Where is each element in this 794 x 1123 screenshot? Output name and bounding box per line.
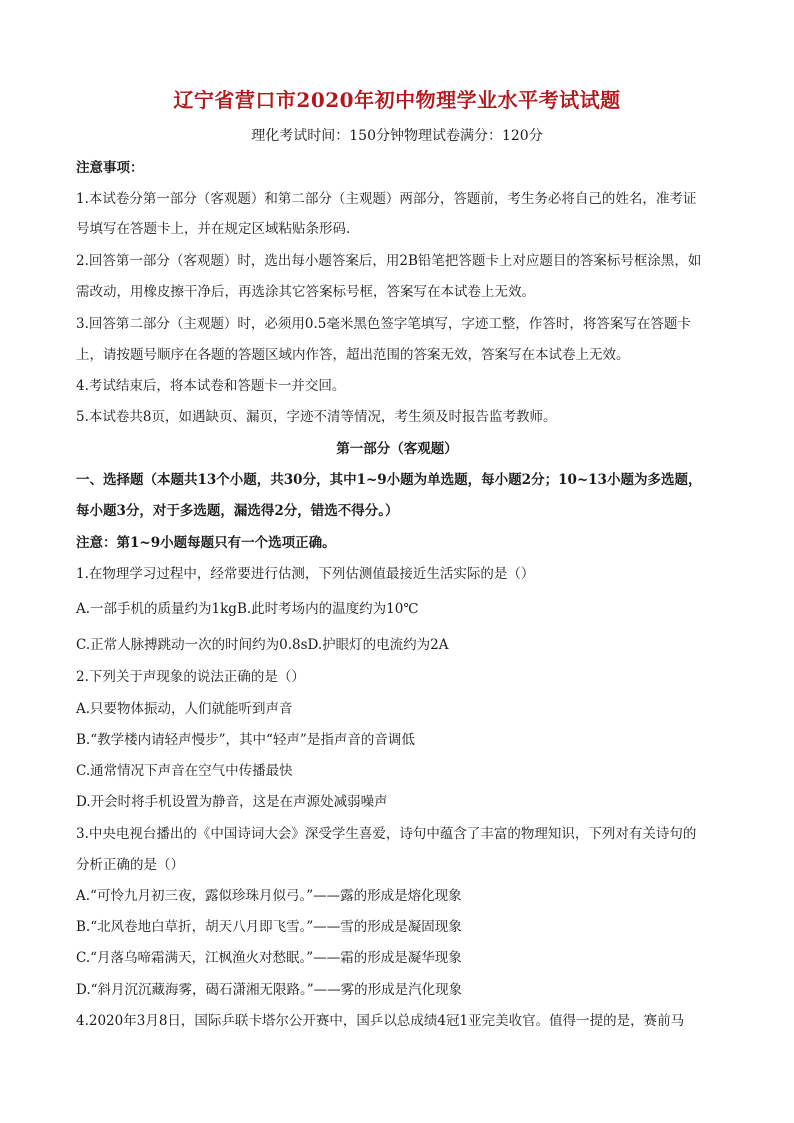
notice-line: 需改动，用橡皮擦干净后，再选涂其它答案标号框，答案写在本试卷上无效。 — [76, 284, 535, 300]
section-heading: 一、选择题（本题共13个小题，共30分，其中1~9小题为单选题，每小题2分；10~13小题为多选题， — [76, 472, 702, 488]
notice-line: 3.回答第二部分（主观题）时，必须用0.5毫米黑色签字笔填写，字迹工整，作答时，将答案写在答题卡 — [76, 316, 691, 332]
note-line: 注意：第1~9小题每题只有一个选项正确。 — [76, 535, 336, 551]
part1-heading: 第一部分（客观题） — [336, 441, 458, 457]
question-option: C.正常人脉搏跳动一次的时间约为0.8sD.护眼灯的电流约为2A — [76, 637, 449, 653]
question-option: A.只要物体振动，人们就能听到声音 — [76, 701, 293, 717]
notice-line: 5.本试卷共8页，如遇缺页、漏页，字迹不清等情况，考生须及时报告监考教师。 — [76, 409, 557, 425]
question-option: C.“月落乌啼霜满天，江枫渔火对愁眠。”——霜的形成是凝华现象 — [76, 950, 462, 966]
question-option: C.通常情况下声音在空气中传播最快 — [76, 763, 293, 779]
question-stem: 分析正确的是（） — [76, 857, 184, 873]
question-option: D.开会时将手机设置为静音，这是在声源处减弱噪声 — [76, 794, 388, 810]
document-title: 辽宁省营口市2020年初中物理学业水平考试试题 — [173, 88, 621, 112]
exam-info: 理化考试时间：150分钟物理试卷满分：120分 — [251, 128, 543, 144]
question-option: A.“可怜九月初三夜，露似珍珠月似弓。”——露的形成是熔化现象 — [76, 888, 462, 904]
notice-heading: 注意事项： — [76, 160, 144, 176]
question-option: A.一部手机的质量约为1kgB.此时考场内的温度约为10℃ — [76, 601, 419, 617]
notice-line: 2.回答第一部分（客观题）时，选出每小题答案后，用2B铅笔把答题卡上对应题目的答案标号框涂黑，如 — [76, 253, 702, 269]
question-option: D.“斜月沉沉藏海雾，碣石潇湘无限路。”——雾的形成是汽化现象 — [76, 982, 463, 998]
question-stem: 1.在物理学习过程中，经常要进行估测，下列估测值最接近生活实际的是（） — [76, 566, 535, 582]
notice-line: 上，请按题号顺序在各题的答题区域内作答，超出范围的答案无效，答案写在本试卷上无效。 — [76, 347, 630, 363]
question-option: B.“教学楼内请轻声慢步”，其中“轻声”是指声音的音调低 — [76, 732, 415, 748]
question-stem: 3.中央电视台播出的《中国诗词大会》深受学生喜爱，诗句中蕴含了丰富的物理知识，下列对有关诗句的 — [76, 826, 697, 842]
question-stem: 4.2020年3月8日，国际乒联卡塔尔公开赛中，国乒以总成绩4冠1亚完美收官。值得一提的是，赛前马 — [76, 1013, 685, 1029]
section-heading: 每小题3分，对于多选题，漏选得2分，错选不得分。） — [76, 503, 399, 519]
notice-line: 号填写在答题卡上，并在规定区域粘贴条形码. — [76, 221, 351, 237]
notice-line: 1.本试卷分第一部分（客观题）和第二部分（主观题）两部分，答题前，考生务必将自己的姓名，准考证 — [76, 191, 697, 207]
question-stem: 2.下列关于声现象的说法正确的是（） — [76, 669, 305, 685]
question-option: B.“北风卷地白草折，胡天八月即飞雪。”——雪的形成是凝固现象 — [76, 919, 462, 935]
notice-line: 4.考试结束后，将本试卷和答题卡一并交回。 — [76, 378, 346, 394]
